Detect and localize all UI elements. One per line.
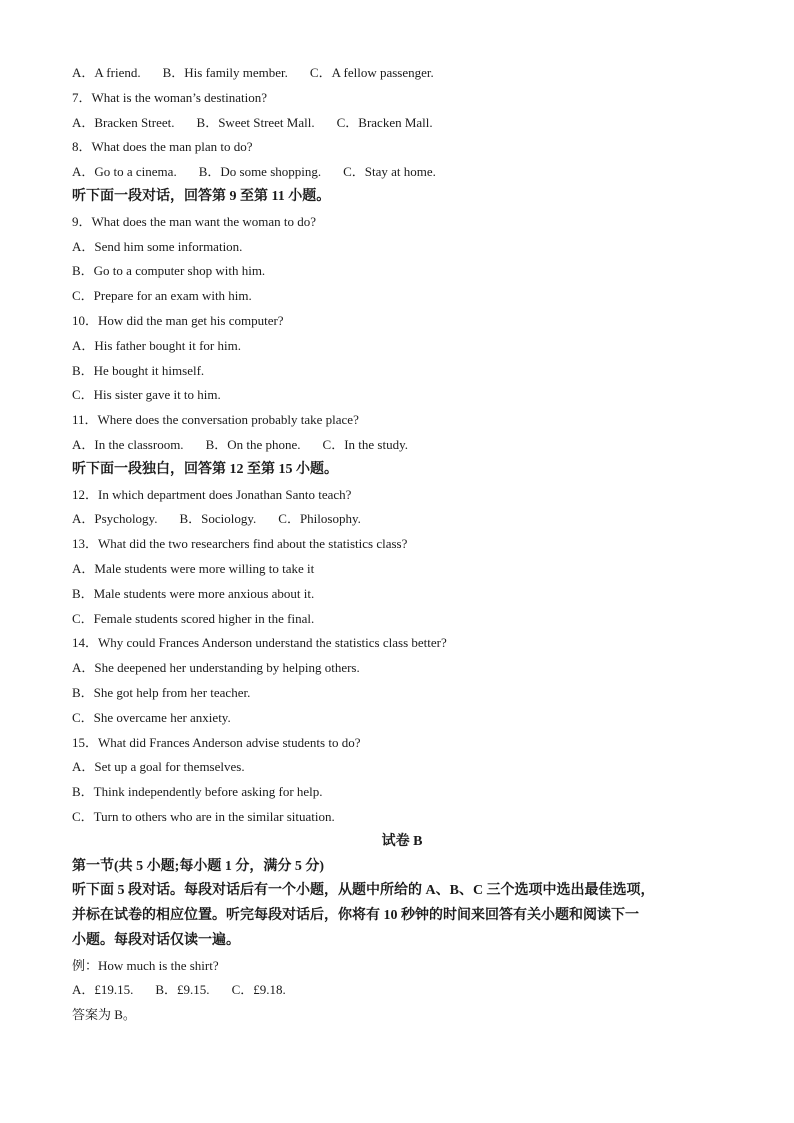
answer-option: C．Philosophy.: [278, 511, 361, 527]
text-line: C．Female students scored higher in the final.: [72, 610, 315, 626]
answer-option: A．Go to a cinema.: [72, 164, 177, 180]
answer-option: B．Sweet Street Mall.: [196, 114, 315, 130]
text-line: A．Set up a goal for themselves.: [72, 759, 245, 775]
section-heading: 第一节(共 5 小题;每小题 1 分，满分 5 分): [72, 858, 324, 874]
text-line: 12．In which department does Jonathan Santo teach?: [72, 486, 352, 502]
answer-option: A．Bracken Street.: [72, 114, 175, 130]
answer-options-row: [72, 978, 732, 1003]
text-line: 例：How much is the shirt?: [72, 957, 219, 973]
text-line: C．She overcame her anxiety.: [72, 709, 231, 725]
section-heading: 试卷 B: [381, 833, 423, 849]
text-line: 14．Why could Frances Anderson understand the statistics class better?: [72, 635, 447, 651]
text-line: A．She deepened her understanding by helping others.: [72, 660, 360, 676]
answer-options-row: [72, 507, 732, 532]
text-line: C．His sister gave it to him.: [72, 387, 221, 403]
answer-options-row: [72, 433, 732, 458]
text-line: A．His father bought it for him.: [72, 337, 241, 353]
text-line: 13．What did the two researchers find about the statistics class?: [72, 536, 408, 552]
section-heading: 并标在试卷的相应位置。听完每段对话后，你将有 10 秒钟的时间来回答有关小题和阅读下一: [72, 908, 639, 924]
answer-option: A．In the classroom.: [72, 436, 184, 452]
text-line: B．Male students were more anxious about it.: [72, 585, 315, 601]
section-heading: 听下面一段对话，回答第 9 至第 11 小题。: [72, 188, 331, 204]
text-line: A．Send him some information.: [72, 238, 243, 254]
text-line: C．Prepare for an exam with him.: [72, 288, 252, 304]
answer-option: B．On the phone.: [205, 436, 301, 452]
text-line: C．Turn to others who are in the similar situation.: [72, 808, 335, 824]
section-heading: 听下面一段独白，回答第 12 至第 15 小题。: [72, 461, 338, 477]
text-line: 9．What does the man want the woman to do?: [72, 213, 317, 229]
text-line: B．She got help from her teacher.: [72, 684, 251, 700]
text-line: 11．Where does the conversation probably take place?: [72, 412, 359, 428]
section-heading: 小题。每段对话仅读一遍。: [72, 932, 240, 948]
text-line: B．He bought it himself.: [72, 362, 205, 378]
text-line: 10．How did the man get his computer?: [72, 312, 284, 328]
text-line: 15．What did Frances Anderson advise students to do?: [72, 734, 361, 750]
text-line: 8．What does the man plan to do?: [72, 139, 253, 155]
section-heading: 听下面 5 段对话。每段对话后有一个小题，从题中所给的 A、B、C 三个选项中选出最佳选项，: [72, 883, 655, 899]
text-line: B．Think independently before asking for help.: [72, 784, 323, 800]
answer-options-row: [72, 111, 732, 136]
text-line: B．Go to a computer shop with him.: [72, 263, 266, 279]
answer-option: B．His family member.: [162, 65, 288, 80]
answer-option: A．£19.15.: [72, 982, 134, 998]
answer-option: B．Sociology.: [179, 511, 257, 527]
answer-option: B．£9.15.: [155, 982, 210, 998]
answer-option: C．£9.18.: [231, 982, 286, 998]
text-line: 答案为 B。: [72, 1007, 136, 1023]
answer-option: A．Psychology.: [72, 511, 158, 527]
answer-option: A．A friend.: [72, 65, 141, 80]
answer-option: C．Bracken Mall.: [336, 114, 433, 130]
answer-option: B．Do some shopping.: [198, 164, 322, 180]
answer-options-row: [72, 61, 732, 86]
answer-option: C．Stay at home.: [343, 164, 436, 180]
text-line: A．Male students were more willing to take it: [72, 560, 315, 576]
answer-option: C．In the study.: [322, 436, 408, 452]
text-line: 7．What is the woman’s destination?: [72, 89, 267, 105]
answer-options-row: [72, 160, 732, 185]
answer-option: C．A fellow passenger.: [309, 65, 434, 80]
exam-page: [72, 61, 732, 1028]
